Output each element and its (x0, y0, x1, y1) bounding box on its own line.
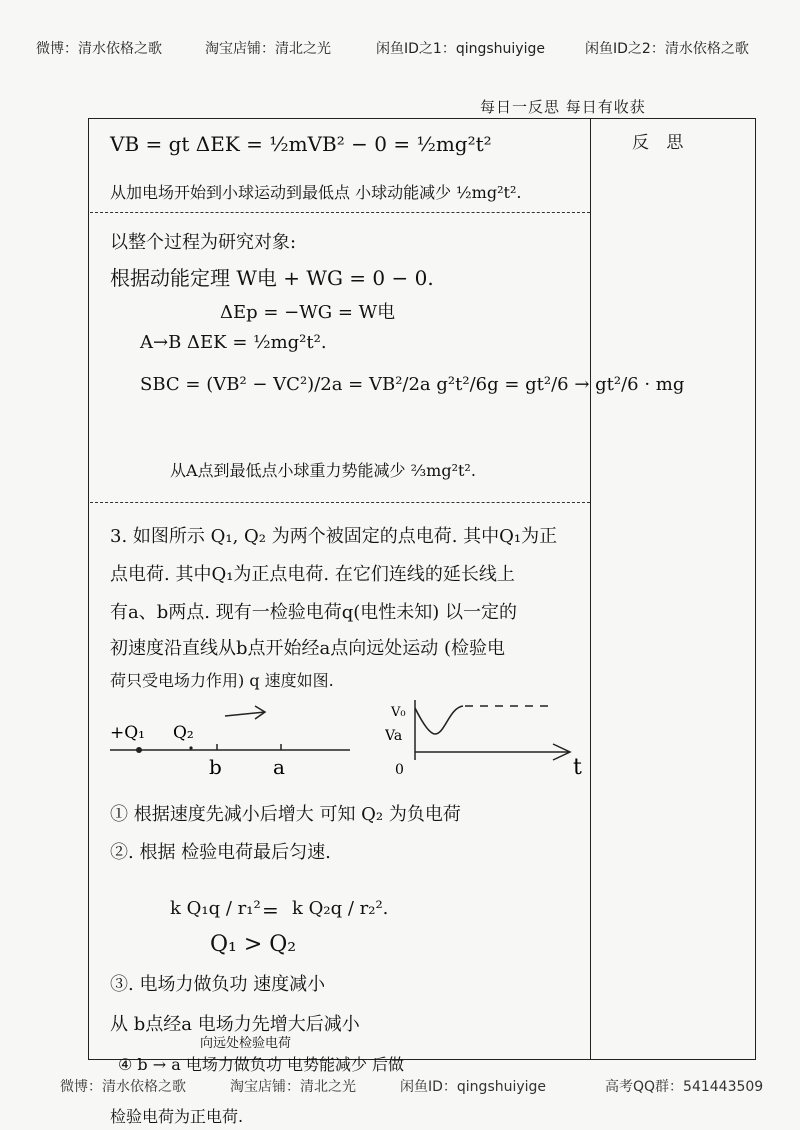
problem-3-line-2: 点电荷. 其中Q₁为正点电荷. 在它们连线的延长线上 (110, 564, 515, 585)
note-line-6: A→B ΔEK = ½mg²t². (140, 332, 327, 353)
equation-equals: = (262, 898, 279, 922)
section-divider (90, 212, 590, 213)
note-line-1: VB = gt ΔEK = ½mVB² − 0 = ½mg²t² (110, 132, 492, 156)
solution-2: ②. 根据 检验电荷最后匀速. (110, 842, 331, 863)
note-line-7: SBC = (VB² − VC²)/2a = VB²/2a g²t²/6g = gt²/6 → gt²/6 · mg (140, 374, 685, 395)
problem-3-line-4: 初速度沿直线从b点开始经a点向远处运动 (检验电 (110, 638, 505, 659)
solution-1: ① 根据速度先减小后增大 可知 Q₂ 为负电荷 (110, 804, 461, 825)
reflection-column-divider (590, 118, 591, 1060)
problem-3-line-3: 有a、b两点. 现有一检验电荷q(电性未知) 以一定的 (110, 602, 517, 623)
motto: 每日一反思 每日有收获 (480, 98, 646, 116)
footer-xianyu: 闲鱼ID：qingshuiyige (400, 1079, 547, 1095)
solution-4: 从 b点经a 电场力先增大后减小 (110, 1014, 360, 1035)
note-line-8: 从A点到最低点小球重力势能减少 ⅔mg²t². (170, 461, 476, 480)
note-line-5: ΔEp = −WG = W电 (220, 302, 396, 323)
inequality: Q₁ > Q₂ (210, 932, 297, 957)
label-va: Va (385, 728, 403, 744)
footer-taobao: 淘宝店铺：清北之光 (230, 1079, 356, 1095)
problem-3-line-1: 3. 如图所示 Q₁, Q₂ 为两个被固定的点电荷. 其中Q₁为正 (110, 526, 558, 547)
problem-3-line-5: 荷只受电场力作用) q 速度如图. (110, 671, 334, 690)
solution-6: 检验电荷为正电荷. (110, 1107, 244, 1126)
footer-weibo: 微博：清水依格之歌 (60, 1079, 186, 1095)
velocity-time-graph (385, 690, 590, 790)
solution-5: ④ b → a 电场力做负功 电势能减少 后做 (118, 1055, 405, 1074)
label-q1: +Q₁ (110, 723, 145, 743)
solution-4-note: 向远处检验电荷 (200, 1036, 292, 1051)
equation-right: k Q₂q / r₂². (292, 898, 389, 919)
label-a: a (273, 755, 285, 779)
charge-line-diagram (105, 700, 365, 780)
header-taobao: 淘宝店铺：清北之光 (205, 41, 331, 57)
label-t: t (573, 755, 582, 780)
equation-left: k Q₁q / r₁² (170, 898, 261, 919)
note-line-3: 以整个过程为研究对象: (110, 232, 297, 253)
label-v0: V₀ (391, 705, 406, 720)
solution-3: ③. 电场力做负功 速度减小 (110, 974, 326, 995)
reflection-label: 反 思 (632, 133, 690, 153)
label-origin: 0 (395, 762, 404, 778)
footer-qq: 高考QQ群：541443509 (605, 1079, 764, 1095)
label-b: b (209, 755, 222, 779)
header-xianyu-1: 闲鱼ID之1：qingshuiyige (376, 41, 545, 57)
header-weibo: 微博：清水依格之歌 (36, 41, 162, 57)
label-q2: Q₂ (173, 723, 194, 743)
note-line-4: 根据动能定理 W电 + WG = 0 − 0. (110, 266, 434, 290)
header-xianyu-2: 闲鱼ID之2：清水依格之歌 (585, 41, 749, 57)
note-line-2: 从加电场开始到小球运动到最低点 小球动能减少 ½mg²t². (110, 183, 522, 202)
section-divider-2 (90, 502, 590, 503)
